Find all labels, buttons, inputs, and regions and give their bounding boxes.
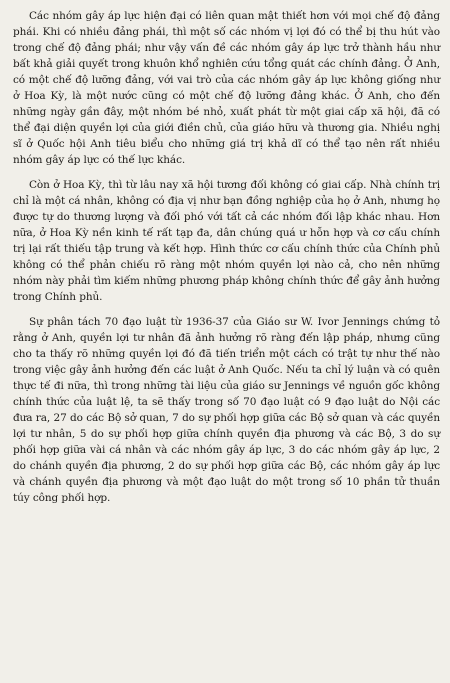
paragraph-2: Còn ở Hoa Kỳ, thì từ lâu nay xã hội tương đối không có giai cấp. Nhà chính trị chỉ là một cá nhân, không có địa vị như bạn đồng nghiệp của họ ở Anh, nhưng họ được tự do thương lượng và đối phó với tất cả các nhóm đối lập khác nhau. Hơn nữa, ở Hoa Kỳ nền kinh tế rất tạp đa, dân chúng quá ư hỗn hợp và cơ cấu chính trị lại rất thiếu tập trung và kết hợp. Hình thức cơ cấu chính thức của Chính phủ không có thể phản chiếu rõ ràng một nhóm quyền lợi nào cả, cho nên những nhóm này phải tìm kiếm những phương pháp không chính thức để gây ảnh hưởng trong Chính phủ. (13, 179, 440, 303)
paragraph-3: Sự phân tách 70 đạo luật từ 1936-37 của Giáo sư W. Ivor Jennings chứng tỏ rằng ở Anh, quyền lợi tư nhân đã ảnh hưởng rõ ràng đến lập pháp, nhưng cũng cho ta thấy rõ những quyền lợi đó đã tiến triển một cách có trật tự như thế nào trong việc gây ảnh hưởng đến các luật ở Anh Quốc. Nếu ta chỉ lý luận và có quên thực tế đi nữa, thì trong những tài liệu của giáo sư Jennings về nguồn gốc không chính thức của luật lệ, ta sẽ thấy trong số 70 đạo luật có 9 đạo luật do Nội các đưa ra, 27 do các Bộ sở quan, 7 do sự phối hợp giữa các Bộ sở quan và các quyền lợi tư nhân, 5 do sự phối hợp giữa chính quyền địa phương và các Bộ, 3 do sự phối hợp giữa vài cá nhân và các nhóm gây áp lực, 3 do các nhóm gây áp lực, 2 do chánh quyền địa phương, 2 do sự phối hợp giữa các Bộ, các nhóm gây áp lực và chánh quyền địa phương và một đạo luật do một trong số 10 phần tử thuần túy công phối hợp. (13, 316, 440, 504)
paragraph-1: Các nhóm gây áp lực hiện đại có liên quan mật thiết hơn với mọi chế độ đảng phái. Khi có nhiều đảng phái, thì một số các nhóm vị lợi đó có thể bị thu hút vào trong chế độ đảng phái; như vậy vấn đề các nhóm gây áp lực trở thành hầu như bất khả giải quyết trong khuôn khổ nghiên cứu tổng quát các chính đảng. Ở Anh, có một chế độ lưỡng đảng, với vai trò của các nhóm gây áp lực không giống như ở Hoa Kỳ, là một nước cũng có một chế độ lưỡng đảng khác. Ở Anh, cho đến những ngày gần đây, một nhóm bé nhỏ, xuất phát từ một giai cấp xã hội, đã có thể đại diện quyền lợi của giới điền chủ, của giáo hữu và thương gia. Nhiều nghị sĩ ở Quốc hội Anh tiêu biểu cho những giá trị khả dĩ có thể tạo nên rất nhiều nhóm gây áp lực có thế lực khác. (13, 10, 440, 166)
